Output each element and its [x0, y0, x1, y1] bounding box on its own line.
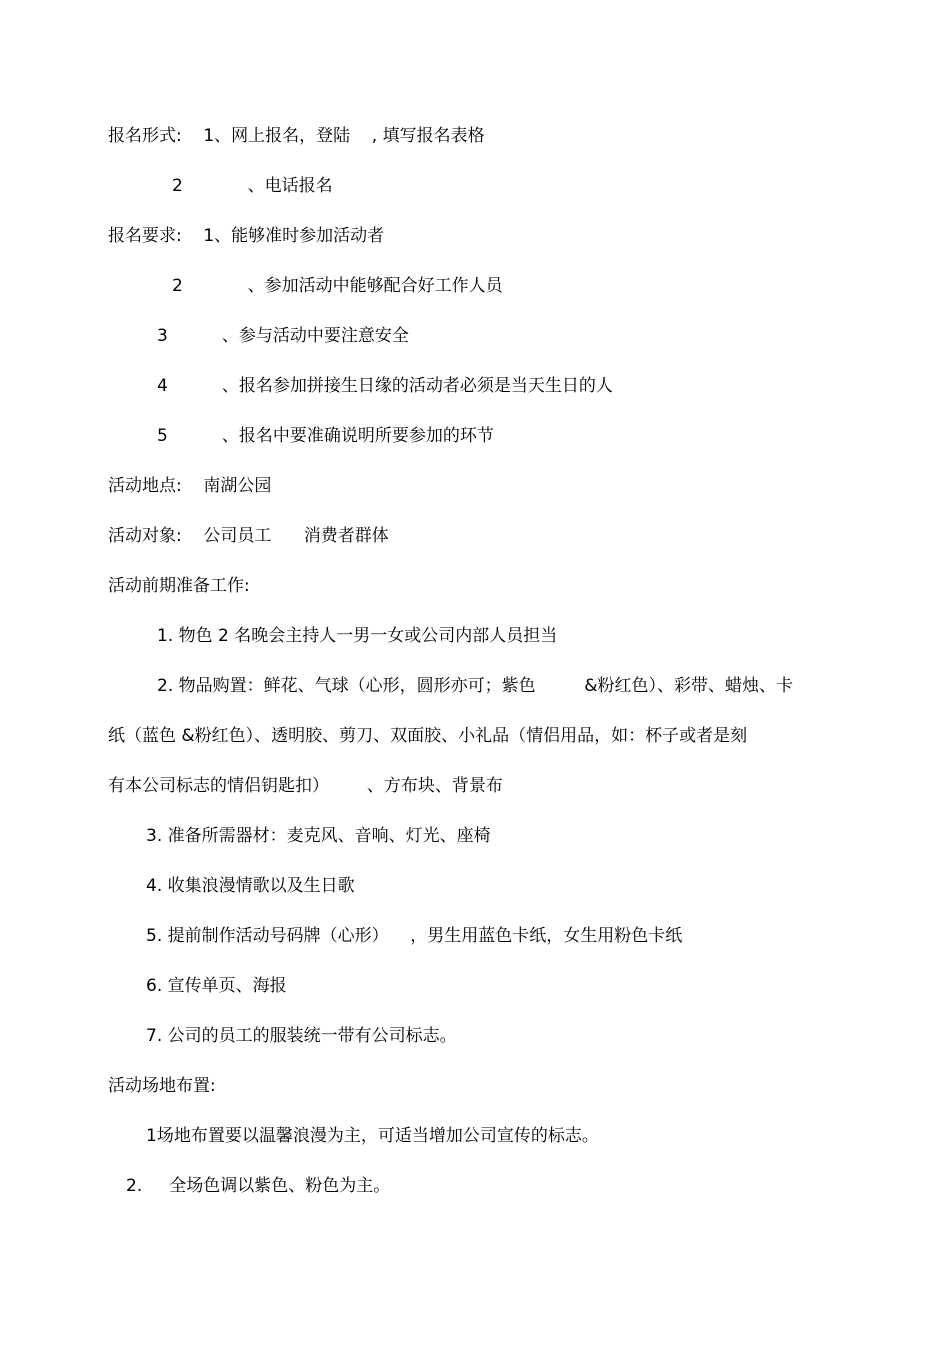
- preparation-heading: 活动前期准备工作:: [108, 576, 250, 596]
- venue-layout-item-2: 2. 全场色调以紫色、粉色为主。: [126, 1176, 391, 1196]
- preparation-item-3: 3. 准备所需器材：麦克风、音响、灯光、座椅: [146, 826, 491, 846]
- signup-method-line-1: 报名形式: 1、网上报名，登陆 , 填写报名表格: [108, 126, 485, 146]
- preparation-item-6: 6. 宣传单页、海报: [146, 976, 287, 996]
- preparation-item-4: 4. 收集浪漫情歌以及生日歌: [146, 876, 355, 896]
- preparation-item-2-cont-2: 有本公司标志的情侣钥匙扣） 、方布块、背景布: [108, 776, 503, 796]
- venue-layout-item-1: 1场地布置要以温馨浪漫为主，可适当增加公司宣传的标志。: [146, 1126, 599, 1146]
- event-location: 活动地点: 南湖公园: [108, 476, 272, 496]
- event-audience: 活动对象: 公司员工 消费者群体: [108, 526, 389, 546]
- preparation-item-2: 2. 物品购置：鲜花、气球（心形，圆形亦可；紫色 &粉红色）、彩带、蜡烛、卡: [157, 676, 794, 696]
- signup-requirement-line-1: 报名要求: 1、能够准时参加活动者: [108, 226, 385, 246]
- preparation-item-7: 7. 公司的员工的服装统一带有公司标志。: [146, 1026, 457, 1046]
- signup-requirement-line-3: 3 、参与活动中要注意安全: [157, 326, 409, 346]
- preparation-item-2-cont-1: 纸（蓝色 &粉红色）、透明胶、剪刀、双面胶、小礼品（情侣用品，如：杯子或者是刻: [108, 726, 748, 746]
- signup-requirement-line-5: 5 、报名中要准确说明所要参加的环节: [157, 426, 494, 446]
- preparation-item-1: 1. 物色 2 名晚会主持人一男一女或公司内部人员担当: [157, 626, 558, 646]
- signup-requirement-line-2: 2 、参加活动中能够配合好工作人员: [172, 276, 503, 296]
- signup-requirement-line-4: 4 、报名参加拼接生日缘的活动者必须是当天生日的人: [157, 376, 613, 396]
- venue-layout-heading: 活动场地布置:: [108, 1076, 216, 1096]
- signup-method-line-2: 2 、电话报名: [172, 176, 333, 196]
- preparation-item-5: 5. 提前制作活动号码牌（心形） ，男生用蓝色卡纸，女生用粉色卡纸: [146, 926, 683, 946]
